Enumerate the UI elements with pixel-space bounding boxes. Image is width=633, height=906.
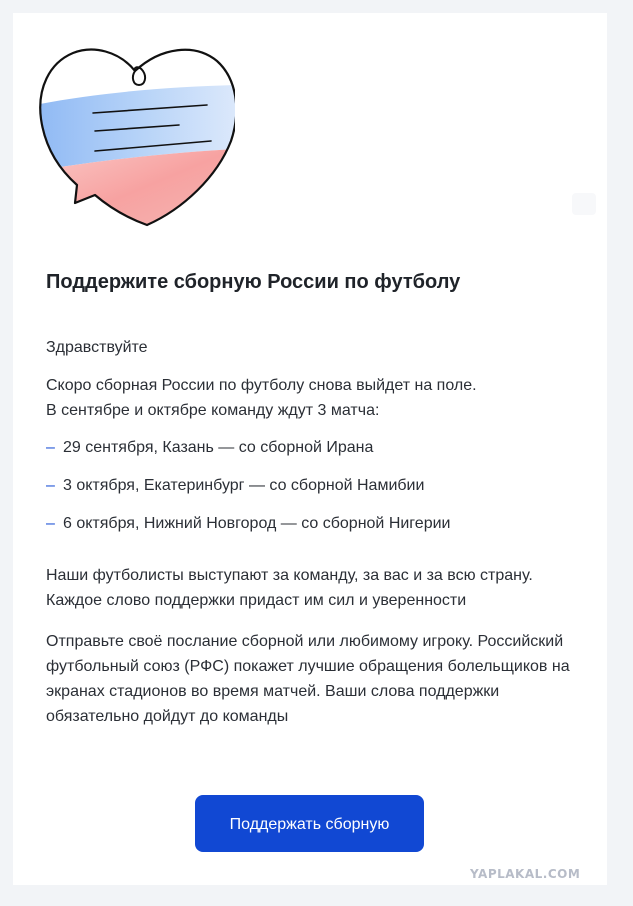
match-text: 6 октября, Нижний Новгород — со сборной Нигерии	[63, 515, 451, 532]
support-paragraph: Наши футболисты выступают за команду, за вас и за всю страну. Каждое слово поддержки придаст им сил и уверенности	[46, 567, 533, 609]
match-item	[46, 435, 450, 473]
email-title: Поддержите сборную России по футболу	[46, 271, 461, 293]
match-text: 3 октября, Екатеринбург — со сборной Намибии	[63, 477, 425, 494]
email-card	[13, 13, 607, 885]
intro-line: В сентябре и октябре команду ждут 3 матча:	[46, 402, 380, 419]
list-marker: –	[46, 477, 55, 494]
intro-line: Скоро сборная России по футболу снова выйдет на поле.	[46, 377, 477, 394]
greeting-text: Здравствуйте	[46, 339, 148, 356]
decorative-dot	[572, 193, 596, 215]
match-text: 29 сентября, Казань — со сборной Ирана	[63, 439, 374, 456]
intro-text	[46, 373, 586, 423]
heart-speech-bubble-icon	[35, 37, 235, 233]
match-list	[46, 435, 450, 549]
list-marker: –	[46, 439, 55, 456]
match-item	[46, 511, 450, 549]
message-paragraph: Отправьте своё послание сборной или любимому игроку. Российский футбольный союз (РФС) покажет лучшие обращения болельщиков на экранах стадионов во время матчей. Ваши слова поддержки обязательно дойдут до команды	[46, 633, 570, 725]
site-watermark: YAPLAKAL.COM	[470, 867, 581, 881]
support-team-button[interactable]: Поддержать сборную	[195, 795, 424, 852]
list-marker: –	[46, 515, 55, 532]
match-item	[46, 473, 450, 511]
